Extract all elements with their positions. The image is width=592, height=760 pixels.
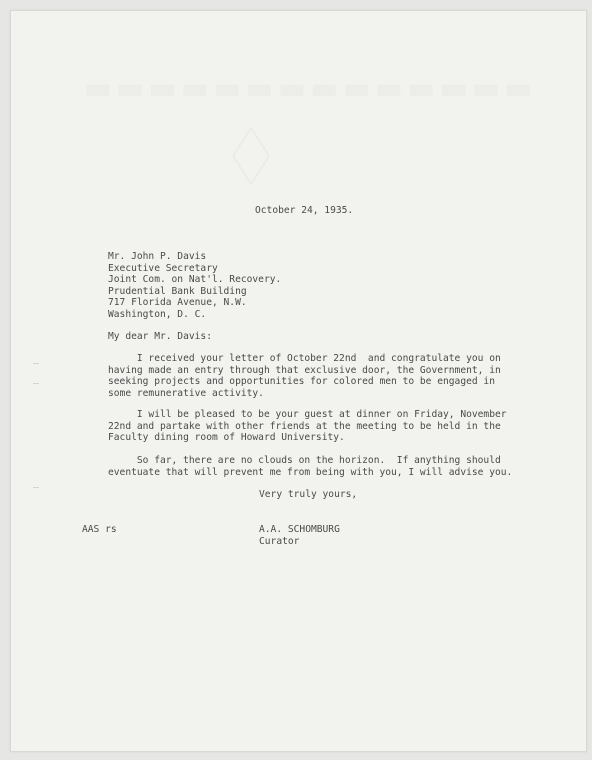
address-line: Mr. John P. Davis <box>108 251 207 262</box>
body-line: 22nd and partake with other friends at the meeting to be held in the <box>108 420 501 432</box>
body-line: some remunerative activity. <box>108 387 264 399</box>
address-line: Prudential Bank Building <box>108 285 247 297</box>
margin-mark <box>33 363 39 364</box>
body-line: Faculty dining room of Howard University. <box>108 432 345 444</box>
address-line: Executive Secretary <box>108 262 218 274</box>
salutation: My dear Mr. Davis: <box>108 331 212 342</box>
signer-title: Curator <box>259 536 300 547</box>
paragraph-1 <box>108 353 501 399</box>
body-line: eventuate that will prevent me from being with you, I will advise you. <box>108 466 513 478</box>
closing: Very truly yours, <box>259 489 358 500</box>
signer-name: A.A. SCHOMBURG <box>259 524 340 535</box>
letter-page <box>10 10 587 752</box>
margin-mark <box>33 487 39 488</box>
body-line: having made an entry through that exclusive door, the Government, in <box>108 364 501 376</box>
body-line: seeking projects and opportunities for colored men to be engaged in <box>108 376 495 388</box>
paragraph-2 <box>108 409 507 444</box>
margin-mark <box>33 383 39 384</box>
watermark-emblem-icon <box>231 126 271 186</box>
recipient-address <box>108 251 281 321</box>
body-line: I received your letter of October 22nd and congratulate you on <box>108 353 501 364</box>
body-line: So far, there are no clouds on the horizon. If anything should <box>108 455 501 466</box>
body-line: I will be pleased to be your guest at dinner on Friday, November <box>108 409 507 420</box>
address-line: Washington, D. C. <box>108 308 207 320</box>
letter-date: October 24, 1935. <box>255 205 354 216</box>
watermark-band: ▬▬▬▬▬▬▬▬▬▬▬▬▬▬ <box>79 71 533 106</box>
reference-initials: AAS rs <box>82 524 117 535</box>
address-line: 717 Florida Avenue, N.W. <box>108 297 247 309</box>
paragraph-3 <box>108 455 512 478</box>
address-line: Joint Com. on Nat'l. Recovery. <box>108 274 282 286</box>
